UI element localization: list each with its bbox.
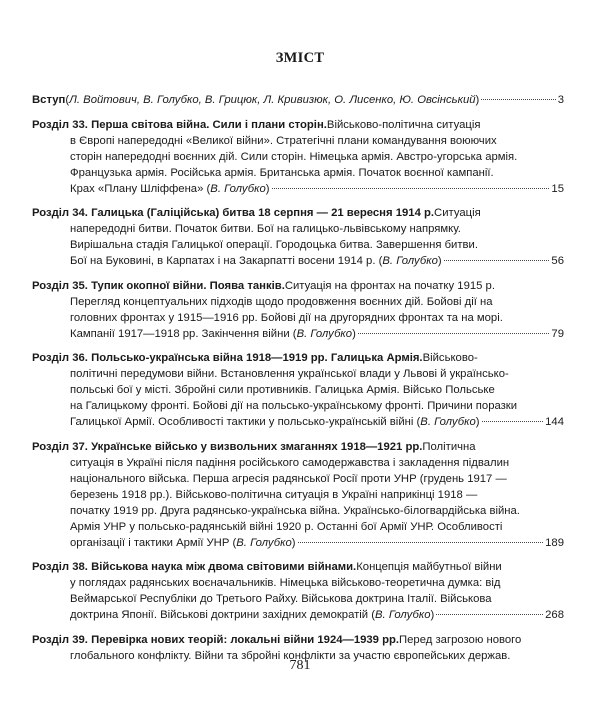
- toc-text: березень 1918 рр.). Військово-політична ситуація в Україні наприкінці 1918 —: [70, 488, 478, 501]
- toc-text: організації і тактики Армії УНР (: [70, 536, 237, 549]
- toc-text: ): [430, 609, 435, 621]
- dot-leader: [481, 98, 555, 100]
- toc-heading-text: Розділ 39. Перевірка нових теорій: локальні війни 1924—1939 рр.: [32, 633, 400, 646]
- page-title: ЗМІСТ: [275, 50, 325, 66]
- toc-line: [32, 607, 564, 623]
- toc-line: [32, 471, 564, 487]
- toc-text: Вирішальна стадія Галицької операції. Городоцька битва. Завершення битви.: [70, 239, 478, 251]
- toc-text: головних фронтах у 1915—1916 рр. Бойові дії на другорядних фронтах та на морі.: [70, 311, 503, 324]
- toc-author-text: В. Голубко: [236, 536, 292, 549]
- toc-line: [32, 205, 564, 221]
- toc-line: [32, 326, 564, 342]
- toc-text: ): [475, 416, 480, 428]
- toc-text: глобального конфлікту. Війни та збройні конфлікти за участю європейських держав.: [70, 649, 511, 662]
- toc-text: Ситуація на фронтах на початку 1915 р.: [284, 279, 495, 292]
- toc-text: Кампанії 1917—1918 рр. Закінчення війни (: [70, 327, 297, 340]
- toc-line: [32, 92, 564, 108]
- toc-text: польські бої у місті. Збройні сили противників. Галицька Армія. Військо Польське: [70, 384, 495, 396]
- toc-line: [32, 398, 564, 414]
- toc-text: Концепція майбутньої війни: [356, 561, 502, 573]
- toc-text: напередодні битви. Початок битви. Бої на галицько-львівському напрямку.: [70, 223, 461, 235]
- toc-text: ): [475, 94, 480, 106]
- toc-line: [32, 455, 564, 471]
- toc-line: [32, 278, 564, 294]
- toc-author-text: Л. Войтович, В. Голубко, В. Грицюк, Л. Кривизюк, О. Лисенко, Ю. Овсінський: [69, 94, 476, 106]
- toc-heading-text: Розділ 35. Тупик окопної війни. Поява танків.: [32, 279, 285, 292]
- dot-leader: [298, 541, 544, 543]
- toc-line: [32, 294, 564, 310]
- toc-heading-text: Розділ 38. Військова наука між двома світовими війнами.: [32, 561, 357, 573]
- toc-page-number: 3: [557, 94, 564, 106]
- dot-leader: [272, 187, 550, 189]
- toc-page-number: 56: [551, 255, 564, 267]
- toc-text: Політична: [422, 440, 476, 453]
- toc-line: [32, 221, 564, 237]
- toc-heading-text: Розділ 36. Польсько-українська війна 1918—1919 рр. Галицька Армія.: [32, 352, 423, 364]
- toc-text: Перегляд концептуальних підходів щодо продовження воєнних дій. Бойові дії на: [70, 295, 493, 308]
- toc-page-number: 189: [545, 536, 564, 549]
- toc-text: політичні передумови війни. Встановлення української влади у Львові й українсько-: [70, 368, 509, 380]
- toc-heading-text: Розділ 37. Українське військо у визвольних змаганнях 1918—1921 рр.: [32, 440, 423, 453]
- page-number: 781: [289, 658, 311, 673]
- toc-text: сторін напередодні воєнних дій. Сили сторін. Німецька армія. Австро-угорська армія.: [70, 150, 518, 163]
- toc-text: Веймарської Республіки до Третього Райху. Військова доктрина Італії. Військова: [70, 593, 492, 605]
- toc-line: [32, 133, 564, 149]
- toc-heading-text: Вступ: [32, 94, 66, 106]
- toc-line: [32, 237, 564, 253]
- toc-author-text: В. Голубко: [375, 609, 431, 621]
- toc-line: [32, 503, 564, 519]
- toc-page-number: 15: [551, 182, 564, 195]
- toc-text: Перед загрозою нового: [399, 633, 522, 646]
- toc-text: Ситуація: [434, 207, 481, 219]
- toc-text: Бої на Буковині, в Карпатах і на Закарпатті восени 1914 р. (: [70, 255, 383, 267]
- toc-text: Галицької Армії. Особливості тактики у польсько-українській війні (: [70, 416, 421, 428]
- toc-text: національного війська. Перша агресія радянської Росії проти УНР (грудень 1917 —: [70, 472, 507, 485]
- dot-leader: [436, 613, 543, 615]
- toc-page-number: 79: [551, 327, 564, 340]
- toc-text: ситуація в Україні після падіння російського самодержавства і закладення підвалин: [70, 456, 510, 469]
- toc-line: [32, 559, 564, 575]
- toc-text: Військово-: [422, 352, 478, 364]
- toc-line: [32, 149, 564, 165]
- toc-author-text: В. Голубко: [210, 182, 266, 195]
- toc-page-number: 268: [545, 609, 564, 621]
- dot-leader: [444, 259, 550, 261]
- toc-text: початку 1919 рр. Друга радянсько-українська війна. Українсько-білогвардійська війна.: [70, 504, 520, 517]
- toc-entry: [32, 350, 564, 430]
- toc-text: на Галицькому фронті. Бойові дії на польсько-українському фронті. Причини поразки: [70, 400, 518, 412]
- toc-line: [32, 310, 564, 326]
- toc-heading-text: Розділ 34. Галицька (Галіційська) битва 18 серпня — 21 вересня 1914 р.: [32, 207, 435, 219]
- toc-line: [32, 253, 564, 269]
- toc-text: в Європі напередодні «Великої війни». Стратегічні плани командування воюючих: [70, 134, 497, 147]
- toc-line: [32, 181, 564, 197]
- toc-entry: [32, 92, 564, 108]
- toc-line: [32, 591, 564, 607]
- toc-text: ): [265, 182, 270, 195]
- toc-entry: [32, 205, 564, 269]
- toc-text: у поглядах радянських воєначальників. Німецька військово-теоретична думка: від: [70, 577, 501, 589]
- toc-text: доктрина Японії. Військові доктрини західних демократій (: [70, 609, 376, 621]
- dot-leader: [482, 420, 544, 422]
- toc-line: [32, 366, 564, 382]
- toc-heading-text: Розділ 33. Перша світова війна. Сили і плани сторін.: [32, 118, 327, 131]
- table-of-contents: [32, 92, 564, 672]
- toc-entry: [32, 278, 564, 342]
- toc-line: [32, 165, 564, 181]
- toc-line: [32, 117, 564, 133]
- toc-line: [32, 535, 564, 551]
- toc-text: Крах «Плану Шліффена» (: [70, 182, 211, 195]
- toc-text: ): [291, 536, 296, 549]
- toc-line: [32, 632, 564, 648]
- toc-line: [32, 487, 564, 503]
- toc-author-text: В. Голубко: [420, 416, 476, 428]
- toc-page-number: 144: [545, 416, 564, 428]
- toc-text: Армія УНР у польсько-радянській війні 1920 р. Останні бої Армії УНР. Особливості: [70, 520, 503, 533]
- toc-line: [32, 414, 564, 430]
- toc-text: (: [65, 94, 70, 106]
- toc-text: Військово-політична ситуація: [326, 118, 481, 131]
- toc-entry: [32, 117, 564, 197]
- toc-entry: [32, 559, 564, 623]
- toc-entry: [32, 439, 564, 551]
- toc-text: Французька армія. Російська армія. Британська армія. Початок воєнної кампанії.: [70, 166, 494, 179]
- toc-line: [32, 350, 564, 366]
- toc-line: [32, 382, 564, 398]
- dot-leader: [358, 332, 550, 334]
- toc-author-text: В. Голубко: [382, 255, 438, 267]
- toc-line: [32, 575, 564, 591]
- toc-author-text: В. Голубко: [296, 327, 353, 340]
- toc-text: ): [437, 255, 442, 267]
- toc-line: [32, 439, 564, 455]
- toc-line: [32, 519, 564, 535]
- toc-text: ): [352, 327, 356, 340]
